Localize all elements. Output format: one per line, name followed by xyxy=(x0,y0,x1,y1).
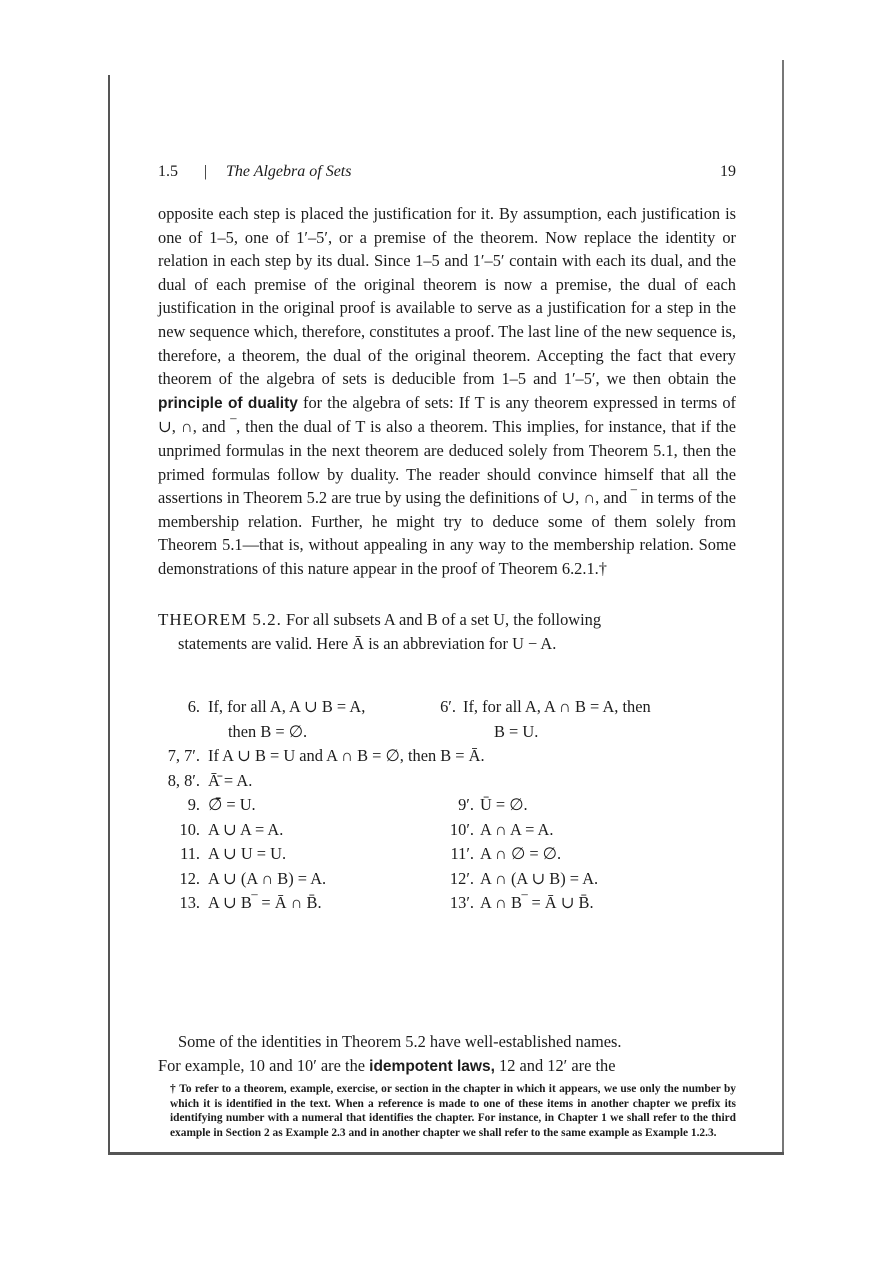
identity-text: A ∪ A = A. xyxy=(208,819,284,839)
body-paragraph xyxy=(158,202,736,581)
identity-row-9 xyxy=(158,793,736,818)
identity-text: If, for all A, A ∩ B = A, then xyxy=(463,697,651,716)
identity-row-6 xyxy=(158,695,736,720)
identity-text: A ∪ B‾ = Ā ∩ B̄. xyxy=(208,893,322,912)
closing-line-2 xyxy=(158,1054,736,1079)
idempotent-laws-term: idempotent laws, xyxy=(369,1057,495,1075)
theorem-text-1: For all subsets A and B of a set U, the following xyxy=(286,610,602,629)
identity-text: If, for all A, A ∪ B = A, xyxy=(208,697,366,716)
identity-text: then B = ∅. xyxy=(228,721,308,741)
identity-text: ∅̄ = U. xyxy=(208,795,256,814)
identities-list xyxy=(158,695,736,916)
section-number: 1.5 xyxy=(158,163,178,180)
theorem-statement xyxy=(158,608,736,655)
identity-row-6-cont xyxy=(158,720,736,745)
identity-row-12 xyxy=(158,867,736,892)
identity-text: Ā̄ = A. xyxy=(208,770,253,790)
identity-number: 13′. xyxy=(449,893,474,912)
identity-number: 6. xyxy=(187,697,200,716)
principle-of-duality-term: principle of duality xyxy=(158,394,298,412)
page-border-bottom xyxy=(108,1152,784,1155)
identity-number: 6′. xyxy=(440,697,456,716)
identity-text: A ∪ (A ∩ B) = A. xyxy=(208,868,327,888)
identity-number: 10. xyxy=(179,819,200,839)
identity-number: 10′. xyxy=(449,819,474,839)
footnote-text: † To refer to a theorem, example, exercise, or section in the chapter in which it appears, we use only the number by which it is identified in the text. When a reference is made to one of these items in another chapter we prefix its identifying number with a numeral that identifies the chapter. For instance, in Chapter 1 we shall refer to the third example in Section 2 as Example 2.3 and in another chapter we shall refer to the same example as Example 1.2.3. xyxy=(170,1083,736,1139)
running-title: The Algebra of Sets xyxy=(226,163,352,180)
closing-text-end: 12 and 12′ are the xyxy=(499,1055,616,1075)
header-separator: | xyxy=(204,163,208,180)
theorem-title: THEOREM 5.2. xyxy=(158,610,282,629)
identity-text: A ∩ (A ∪ B) = A. xyxy=(480,868,599,888)
running-header xyxy=(158,163,736,187)
page-border-right xyxy=(782,60,784,1155)
identity-row-13 xyxy=(158,891,736,916)
identity-number: 11′. xyxy=(450,844,474,863)
identity-number: 13. xyxy=(179,893,200,912)
identity-row-11 xyxy=(158,842,736,867)
identity-number: 12. xyxy=(179,868,200,888)
identity-text: Ū = ∅. xyxy=(480,795,528,814)
paragraph-text-2: for the algebra of sets: If T is any theorem expressed in terms of ∪, ∩, and ‾, then the dual of T is also a theorem. This implies, for instance, that if the unprimed formulas in the next theorem are deduced solely from Theorem 5.1, then the primed formulas follow by duality. The reader should convince himself that all the assertions in Theorem 5.2 are true by using the definitions of ∪, ∩, and ‾ in terms of the membership relation. Further, he might try to deduce some of them solely from Theorem 5.1—that is, without appealing in any way to the membership relation. Some demonstrations of this nature appear in the proof of Theorem 6.2.1.† xyxy=(158,392,736,578)
identity-text: A ∩ A = A. xyxy=(480,819,554,839)
closing-paragraph xyxy=(158,1030,736,1078)
identity-number: 11. xyxy=(180,844,200,863)
identity-row-7 xyxy=(158,744,736,769)
closing-text: For example, 10 and 10′ are the xyxy=(158,1055,366,1075)
identity-number: 7, 7′. xyxy=(167,746,200,765)
identity-text: A ∩ ∅ = ∅. xyxy=(480,844,562,863)
page-number: 19 xyxy=(720,163,736,180)
identity-number: 8, 8′. xyxy=(167,770,200,790)
identity-text: If A ∪ B = U and A ∩ B = ∅, then B = Ā. xyxy=(208,746,485,765)
identity-row-8 xyxy=(158,769,736,794)
theorem-text-2: statements are valid. Here Ā is an abbreviation for U − A. xyxy=(178,633,557,653)
identity-number: 9. xyxy=(187,795,200,814)
identity-text: A ∪ U = U. xyxy=(208,844,287,863)
footnote xyxy=(158,1082,736,1140)
closing-line-1: Some of the identities in Theorem 5.2 have well-established names. xyxy=(178,1032,622,1051)
identity-text: B = U. xyxy=(494,721,539,741)
identity-number: 9′. xyxy=(458,795,474,814)
identity-row-10 xyxy=(158,818,736,843)
identity-text: A ∩ B‾ = Ā ∪ B̄. xyxy=(480,893,594,912)
page-border-left xyxy=(108,75,110,1155)
identity-number: 12′. xyxy=(449,868,474,888)
paragraph-text-1: opposite each step is placed the justification for it. By assumption, each justification is one of 1–5, one of 1′–5′, or a premise of the theorem. Now replace the identity or relation in each step by its dual. Since 1–5 and 1′–5′ contain with each its dual, and the dual of each premise of the original theorem is now a premise, the dual of each justification in the original proof is available to serve as a justification for a step in the new sequence which, therefore, constitutes a proof. The last line of the new sequence is, therefore, a theorem, the dual of the original theorem. Accepting the fact that every theorem of the algebra of sets is deducible from 1–5 and 1′–5′, we then obtain the xyxy=(158,204,736,389)
